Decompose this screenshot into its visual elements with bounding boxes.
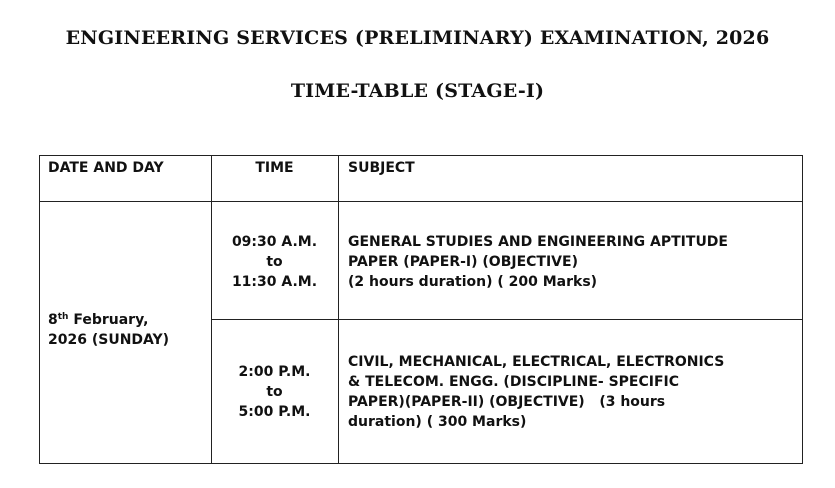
document-subtitle: TIME-TABLE (STAGE-I) <box>290 80 545 102</box>
table-border-right <box>802 155 803 464</box>
session-2-subject-line: duration) ( 300 Marks) <box>348 414 527 430</box>
header-subject: SUBJECT <box>348 160 415 176</box>
session-2-subject-line: & TELECOM. ENGG. (DISCIPLINE- SPECIFIC <box>348 374 680 390</box>
column-divider-time-subject <box>338 155 339 464</box>
session-2-to: to <box>266 384 283 400</box>
session-2-subject-line: PAPER)(PAPER-II) (OBJECTIVE) (3 hours <box>348 394 666 410</box>
session-2-time <box>211 362 338 422</box>
session-2-subject <box>348 352 798 432</box>
header-divider <box>39 201 803 202</box>
exam-date-line <box>48 310 208 330</box>
header-time: TIME <box>255 160 294 176</box>
session-1-subject-line: PAPER (PAPER-I) (OBJECTIVE) <box>348 254 578 270</box>
header-date-and-day: DATE AND DAY <box>48 160 164 176</box>
session-1-end: 11:30 A.M. <box>231 274 318 290</box>
table-border-left <box>39 155 40 464</box>
session-1-subject <box>348 232 798 292</box>
session-divider <box>211 319 803 320</box>
session-2-subject-line: CIVIL, MECHANICAL, ELECTRICAL, ELECTRONICS <box>348 354 725 370</box>
session-1-start: 09:30 A.M. <box>231 234 318 250</box>
exam-day-suffix: th <box>57 312 69 322</box>
session-1-subject-line: (2 hours duration) ( 200 Marks) <box>348 274 598 290</box>
table-border-bottom <box>39 463 803 464</box>
session-2-start: 2:00 P.M. <box>238 364 311 380</box>
time-table <box>39 155 803 464</box>
exam-year-day: 2026 (SUNDAY) <box>48 332 170 348</box>
session-1-subject-line: GENERAL STUDIES AND ENGINEERING APTITUDE <box>348 234 728 250</box>
document-title: ENGINEERING SERVICES (PRELIMINARY) EXAMINATION, 2026 <box>65 27 770 49</box>
session-1-to: to <box>266 254 283 270</box>
exam-day-number: 8 <box>48 312 58 328</box>
exam-date-cell <box>48 310 208 350</box>
exam-month: February, <box>68 312 149 328</box>
session-2-end: 5:00 P.M. <box>238 404 311 420</box>
session-1-time <box>211 232 338 292</box>
